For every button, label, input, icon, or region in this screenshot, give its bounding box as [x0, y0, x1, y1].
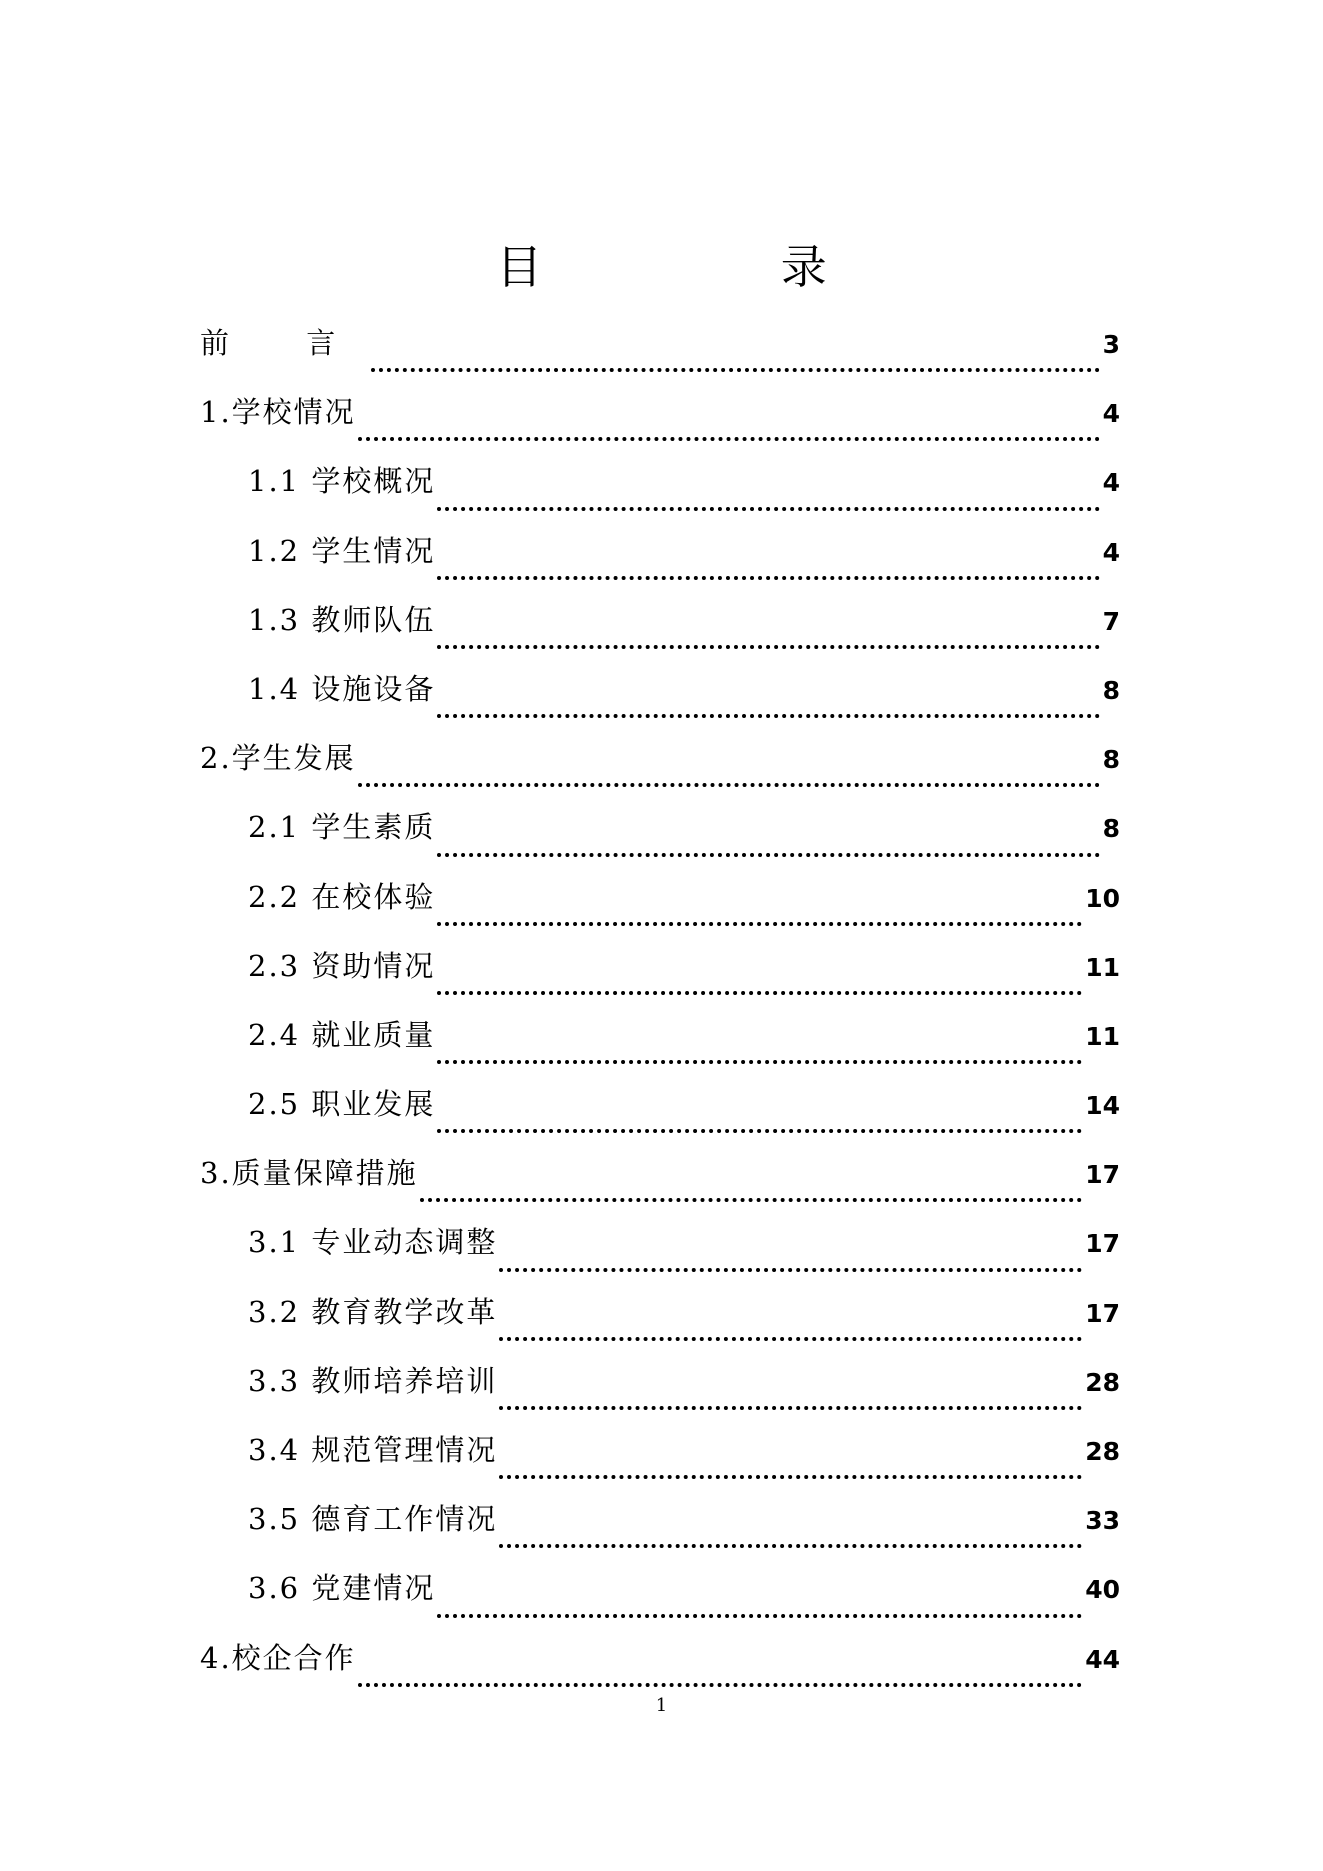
toc-entry-section-2-5[interactable]	[200, 1079, 1120, 1148]
toc-entry-label: 3.4 规范管理情况	[248, 1433, 498, 1467]
dot-leader	[437, 1614, 1082, 1618]
toc-entry-section-1[interactable]	[200, 387, 1120, 456]
dot-leader	[437, 507, 1099, 511]
toc-entry-section-3-3[interactable]	[200, 1356, 1120, 1425]
toc-entry-page: 10	[1085, 883, 1120, 913]
toc-entry-label: 3.质量保障措施	[200, 1156, 418, 1191]
dot-leader	[499, 1475, 1082, 1479]
toc-entry-label: 3.5 德育工作情况	[248, 1502, 498, 1537]
toc-entry-section-2-2[interactable]	[200, 872, 1120, 941]
dot-leader	[358, 437, 1100, 441]
toc-entry-page: 8	[1102, 745, 1120, 775]
toc-entry-section-3-1[interactable]	[200, 1217, 1120, 1286]
toc-entry-preface[interactable]	[200, 318, 1120, 387]
dot-leader	[437, 645, 1099, 649]
dot-leader	[437, 922, 1082, 926]
page-number: 1	[655, 1695, 668, 1716]
toc-entry-section-3-2[interactable]	[200, 1287, 1120, 1356]
dot-leader	[437, 991, 1082, 995]
dot-leader	[499, 1268, 1082, 1272]
toc-entry-page: 17	[1085, 1229, 1120, 1259]
toc-entry-page: 4	[1102, 468, 1120, 498]
toc-entry-section-1-2[interactable]	[200, 526, 1120, 595]
toc-entry-page: 28	[1085, 1437, 1120, 1466]
dot-leader	[371, 368, 1099, 372]
toc-entry-section-4[interactable]	[200, 1633, 1120, 1702]
toc-entry-label: 1.学校情况	[200, 395, 356, 430]
toc-entry-page: 40	[1085, 1575, 1120, 1605]
toc-entry-label: 2.1 学生素质	[248, 810, 436, 845]
toc-entry-page: 8	[1102, 814, 1120, 844]
toc-entry-label: 2.3 资助情况	[248, 948, 436, 983]
dot-leader	[358, 783, 1100, 787]
table-of-contents	[200, 318, 1120, 1702]
toc-entry-page: 7	[1102, 606, 1120, 636]
toc-entry-section-2-4[interactable]	[200, 1010, 1120, 1079]
toc-entry-section-1-3[interactable]	[200, 595, 1120, 664]
toc-entry-section-2[interactable]	[200, 733, 1120, 802]
dot-leader	[358, 1683, 1083, 1687]
toc-entry-page: 14	[1085, 1091, 1120, 1121]
toc-entry-section-1-4[interactable]	[200, 664, 1120, 733]
toc-entry-label: 3.2 教育教学改革	[248, 1294, 498, 1329]
toc-entry-section-2-3[interactable]	[200, 941, 1120, 1010]
toc-entry-label: 1.4 设施设备	[248, 671, 436, 706]
toc-entry-label: 2.4 就业质量	[248, 1017, 436, 1052]
dot-leader	[499, 1406, 1082, 1410]
toc-entry-label: 1.1 学校概况	[248, 464, 436, 499]
dot-leader	[437, 576, 1099, 580]
toc-entry-label: 2.学生发展	[200, 741, 356, 776]
toc-entry-section-3-4[interactable]	[200, 1425, 1120, 1494]
toc-entry-page: 11	[1085, 952, 1120, 982]
toc-entry-label: 3.3 教师培养培训	[248, 1363, 498, 1398]
toc-entry-page: 3	[1102, 330, 1120, 359]
toc-entry-label: 4.校企合作	[200, 1640, 356, 1675]
dot-leader	[437, 1060, 1082, 1064]
toc-entry-label: 3.1 专业动态调整	[248, 1225, 498, 1260]
toc-entry-section-3[interactable]	[200, 1148, 1120, 1217]
toc-entry-section-2-1[interactable]	[200, 802, 1120, 871]
page-title: 目 录	[496, 240, 939, 294]
toc-entry-label: 1.3 教师队伍	[248, 602, 436, 637]
toc-entry-label: 2.5 职业发展	[248, 1087, 436, 1122]
dot-leader	[437, 853, 1099, 857]
toc-entry-label: 1.2 学生情况	[248, 533, 436, 568]
toc-entry-page: 44	[1085, 1644, 1120, 1674]
toc-entry-label: 3.6 党建情况	[248, 1571, 436, 1606]
toc-entry-section-3-5[interactable]	[200, 1494, 1120, 1563]
dot-leader	[499, 1544, 1082, 1548]
toc-entry-page: 8	[1102, 675, 1120, 705]
toc-entry-page: 4	[1102, 537, 1120, 567]
toc-entry-section-3-6[interactable]	[200, 1563, 1120, 1632]
toc-entry-label: 2.2 在校体验	[248, 879, 436, 914]
dot-leader	[420, 1198, 1083, 1202]
toc-entry-label: 前 言	[200, 326, 370, 360]
dot-leader	[499, 1337, 1082, 1341]
toc-entry-page: 17	[1085, 1298, 1120, 1328]
toc-entry-page: 17	[1085, 1160, 1120, 1190]
toc-entry-page: 28	[1085, 1367, 1120, 1397]
toc-entry-page: 11	[1085, 1021, 1120, 1051]
dot-leader	[437, 1129, 1082, 1133]
dot-leader	[437, 714, 1099, 718]
toc-entry-page: 4	[1102, 399, 1120, 429]
toc-entry-section-1-1[interactable]	[200, 456, 1120, 525]
toc-entry-page: 33	[1085, 1506, 1120, 1536]
